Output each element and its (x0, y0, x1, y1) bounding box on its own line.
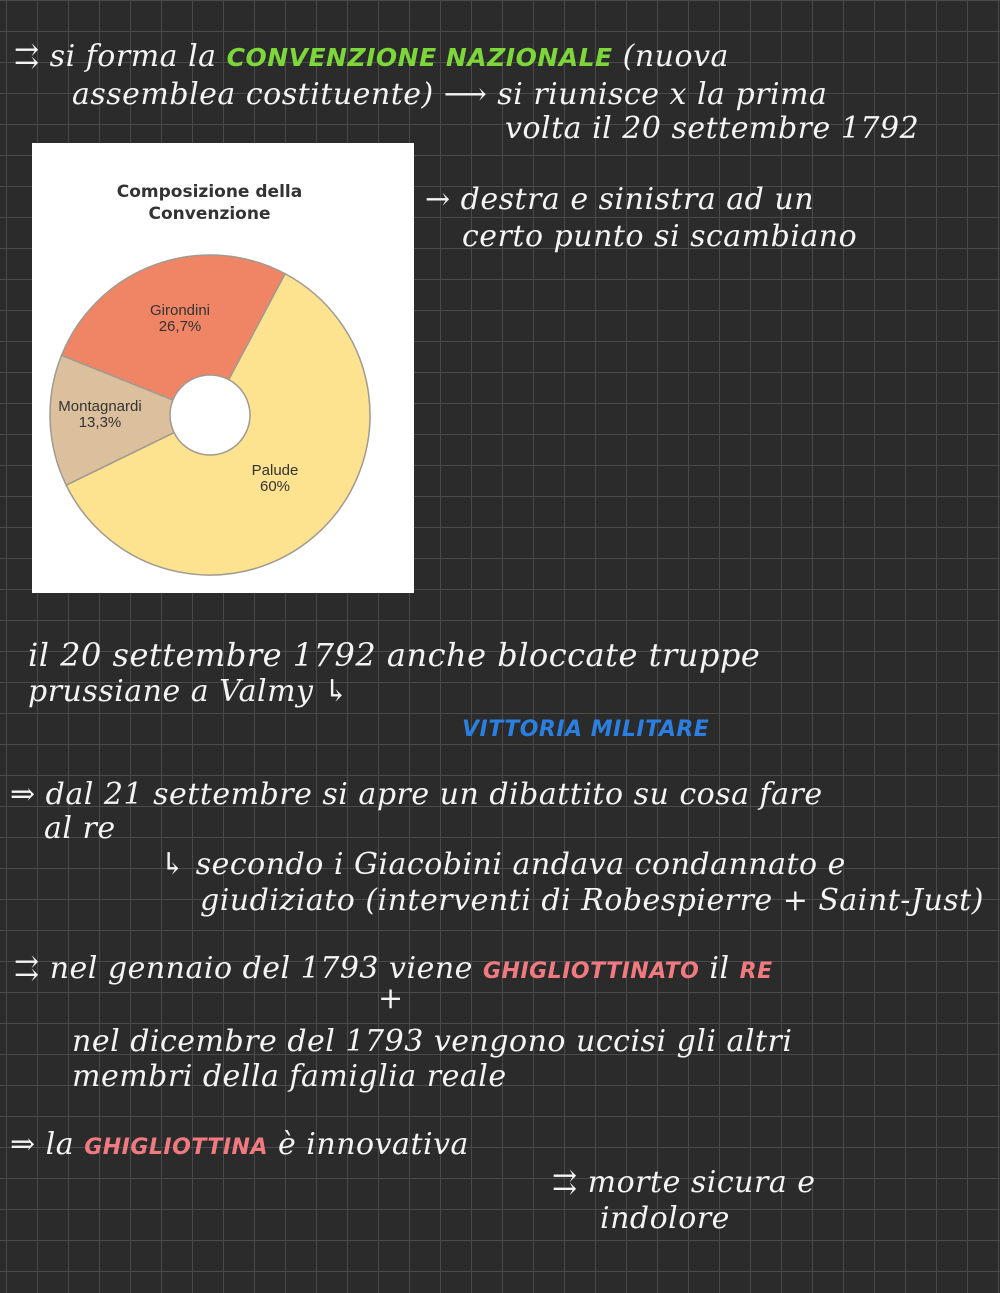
donut-chart (32, 143, 414, 593)
chart-title-line-2: Convenzione (148, 204, 271, 224)
highlight-re: RE (739, 959, 773, 984)
pie-chart-card (32, 143, 414, 593)
label-montagnardi-name: Montagnardi (58, 398, 142, 415)
il-text: il (709, 951, 730, 986)
vittoria-militare (462, 710, 709, 747)
giacobini-text: secondo i Giacobini andava condannato e (195, 847, 846, 882)
note-line-1: → destra e sinistra ad un (425, 182, 815, 217)
label-girondini-name: Girondini (149, 302, 211, 319)
label-montagnardi (52, 399, 148, 431)
highlight-convenzione-nazionale: CONVENZIONE NAZIONALE (226, 43, 613, 72)
paragraph-2-line-2: al re (44, 811, 116, 846)
paragraph-4-line-3: indolore (600, 1201, 730, 1236)
innovativa-text: è innovativa (278, 1127, 469, 1162)
line-3: volta il 20 settembre 1792 (505, 111, 920, 146)
la-text: ⇒ la (10, 1127, 75, 1162)
arrow-prefix: ⇉ si forma la (14, 39, 217, 74)
paragraph-3-line-3: membri della famiglia reale (72, 1059, 507, 1094)
label-palude-value: 60% (259, 478, 291, 495)
highlight-ghigliottinato: GHIGLIOTTINATO (482, 959, 700, 984)
line-1-end: (nuova (622, 39, 729, 74)
line-2: assemblea costituente) ⟶ si riunisce x la prima (72, 77, 828, 112)
label-girondini (140, 303, 220, 335)
paragraph-1-line-1: il 20 settembre 1792 anche bloccate truppe (28, 636, 761, 674)
plus-sign: + (378, 981, 404, 1016)
line-1 (14, 40, 729, 75)
label-palude (240, 463, 310, 495)
paragraph-4-line-1 (10, 1128, 469, 1165)
label-montagnardi-value: 13,3% (78, 414, 122, 431)
highlight-ghigliottina: GHIGLIOTTINA (84, 1135, 268, 1160)
label-girondini-value: 26,7% (158, 318, 202, 335)
paragraph-1-line-2 (28, 675, 349, 709)
paragraph-2-line-1: ⇒ dal 21 settembre si apre un dibattito su cosa fare (10, 777, 823, 812)
hook-arrow-2: ↳ (160, 847, 186, 882)
paragraph-2-line-3 (160, 848, 846, 882)
valmy-text: prussiane a Valmy (28, 674, 314, 709)
chart-title-line-1: Composizione della (116, 182, 303, 202)
note-line-2: certo punto si scambiano (462, 219, 858, 254)
paragraph-3-line-2: nel dicembre del 1793 vengono uccisi gli altri (72, 1024, 793, 1059)
arrow-prefix-2: ⇉ (14, 951, 40, 986)
hook-arrow: ↳ (323, 674, 350, 709)
highlight-vittoria-militare: VITTORIA MILITARE (462, 717, 710, 742)
label-palude-name: Palude (251, 462, 299, 479)
paragraph-2-line-4: giudiziato (interventi di Robespierre + Saint-Just) (200, 883, 984, 918)
gennaio-text: nel gennaio del 1793 viene (49, 951, 473, 986)
paragraph-4-line-2: ⇉ morte sicura e (552, 1165, 816, 1200)
